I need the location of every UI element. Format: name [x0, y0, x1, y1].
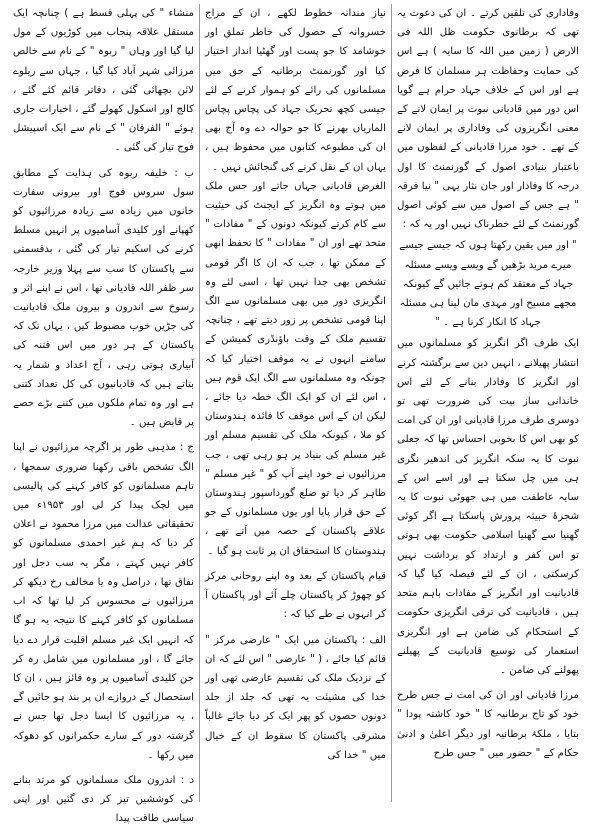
column-middle	[200, 4, 392, 802]
paragraph: الغرض قادیانی جہاں جاتے اور جس ملک میں ہوتے وہ انگریز کے ایجنٹ کی حیثیت سے کام کرتے کیونکہ دونوں کے " مفادات " متحد تھے اور ان " مفادات " کا تحفظ انھی کے ممکن تھا ، جب کہ ان کا اگر قومی تشخص بھی جدا نہیں تھا ، اسی لئے وہ انگریزی دور میں بھی مسلمانوں سے الگ اپنا قومی تشخص پر زور دیتے تھے ، چنانچہ تقسیم ملک کے وقت باؤنڈری کمیشن کے سامنے انہوں نے یہ موقف اختیار کیا کہ چونکہ وہ مسلمانوں سے الگ ایک قوم ہیں ، اس لئے ان کو ایک الگ خطہ دیا جائے ، لیکن ان کے اس موقف کا فائدہ ہندوستان کو ملا ، کیونکہ ملک کی تقسیم مسلم اور غیر مسلم کی بنیاد پر ہو رہی تھی ، جب مرزائیوں نے خود اپنے آپ کو " غیر مسلم " ظاہر کر دیا تو ضلع گورداسپور ہندوستان کے حق قرار پایا اور یوں مسلمانوں کے جو علاقے پاکستان کے حصہ میں آتے تھے ، ہندوستان کا استحقاق ان پر ثابت ہو گیا ۔	[205, 180, 386, 557]
quoted-passage: " اور میں یقین رکھتا ہوں کہ جیسے جیسے میرے مرید بڑھیں گے ویسے ویسے مسئلہ جہاد کے معتقد کم ہوتے جائیں گے کیونکہ مجھے مسیح اور مہدی مان لینا ہی مسئلہ جہاد کا انکار کرنا ہے ۔ "	[399, 240, 577, 329]
paragraph: مرزا قادیانی اور ان کی امت نے جس طرح خود کو تاج برطانیہ کا " خود کاشتہ پودا " بتایا ، ملکۂ برطانیہ اور دیگر اعلیٰ و ادنیٰ حکام کے " حضور میں " جس طرح	[397, 690, 579, 759]
column-left	[8, 4, 200, 825]
column-right	[392, 4, 584, 802]
paragraph: الف : پاکستان میں ایک " عارضی مرکز " قائم کیا جائے ، ( " عارضی " اس لئے کہ ان کے نزدیک ملک کی تقسیم عارضی تھی اور خدا کی مشیئت یہ تھی کہ جلد از جلد دونوں حصوں کو پھر ایک کر دیا جائے غالباً مشرقی پاکستان کا سقوط ان کے خیال میں " خدا کی	[205, 634, 386, 761]
paragraph: ایک طرف اگر انگریز کو مسلمانوں میں انتشار پھیلانے ، انہیں دین سے برگشتہ کرنے اور انگریز کا وفادار بنانے کے لئے اس خاندانی ساز بیت کی ضرورت تھی تو دوسری طرف مرزا قادیانی اور ان کی امت کو بھی اس کا بخوبی احساس تھا کہ جعلی نبوت کا یہ سکہ انگریز کی اندھیر نگری ہی میں چل سکتا ہے اور اسے اس کے سایہ عاطفت میں ہی جھوٹی نبوت کا یہ شجرۂ خبیثہ پرورش پاسکتا ہے اگر کوئی گھنیا سے گھنیا اسلامی حکومت بھی ہوتی تو اس کفر و ارتداد کو برداشت نہیں کرسکتی ، ان کے لئے فیصلہ کیا گیا کہ قادیانیت اور انگریز کے مفادات باہم متحد ہیں ، قادیانیت کی ترقی انگریزی حکومت کے استحکام کی ضامن ہے اور انگریزی استعمار کی توسیع قادیانیت کے پھیلنے پھولنے کی ضامن ۔	[397, 338, 579, 676]
paragraph: منشاء " کی پہلی قسط ہے ) چنانچہ ایک مستقل علاقہ پنجاب میں کوڑیوں کے مول لیا گیا اور وہاں " ربوہ " کے نام سے خالص مرزائی شہر آباد کیا گیا ، جہاں سے ریلوے لائن بچھائی گئی ، دفاتر قائم کئے گئے ، کالج اور اسکول کھولے گئے ، اخبارات جاری ہوئے " الفرقان " کے نام سے ایک اسپیشل فوج تیار کی گئی ۔	[13, 8, 194, 154]
paragraph: د : اندرون ملک مسلمانوں کو مرتد بنانے کی کوششیں تیز کر دی گئیں اور اپنی سیاسی طاقت پیدا	[13, 774, 194, 825]
paragraph: نیاز مندانہ خطوط لکھے ، ان کے مزاج خسروانہ کے حصول کی خاطر تملق اور خوشامد کا جو پست اور گھٹیا انداز اختیار کیا اور گورنمنٹ برطانیہ کے حق میں مسلمانوں کی رائے کو ہموار کرنے کے لئے جیسی کچھ تحریک جہاد کی پچاس پچاس الماریاں بھرنے کا جو حوالہ دے وہ آج بھی ان کی مطبوعہ کتابوں میں محفوظ ہیں ، یہاں ان کے نقل کرنے کی گنجائش نہیں ۔	[205, 8, 386, 173]
paragraph: وفاداری کی تلقین کرتے ۔ ان کی دعوت یہ تھی کہ برطانوی حکومت ظل اللہ فی الارض ( زمین میں اللہ کا سایہ ) ہے اس کی حمایت وحفاظت ہر مسلمان کا فرض ہے اور اس کے خلاف جہاد حرام ہے گویا اس دور میں قادیانی نبوت پر ایمان لانے کے معنی انگریزوں کی وفاداری پر ایمان لانے کے تھے ۔ خود مرزا قادیانی کے لفظوں میں باعتبار بنیادی اصول کے گورنمنٹ کا اول درجہ کا وفادار اور جان نثار یہی " نیا فرقہ " ہے جس کے اصول میں سے کوئی اصول گورنمنٹ کے لئے خطرناک نہیں اور یہ کہ :	[397, 8, 579, 231]
paragraph: ج : مذہبی طور پر اگرچہ مرزائیوں نے اپنا الگ تشخص باقی رکھنا ضروری سمجھا ، تاہم مسلمانوں کو کافر کہنے کی پالیسی میں لچک پیدا کر لی اور ۱۹۵۳ء میں تحقیقاتی عدالت میں مرزا محمود نے اعلان کر دیا کہ ہم غیر احمدی مسلمانوں کو کافر نہیں کہتے ، مگر یہ سب دجل اور نفاق تھا ، دراصل وہ یا مخالف رخ دیکھ کر مرزائیوں نے محسوس کر لیا تھا کہ اب مسلمانوں کو کافر کہنے کا نتیجہ یہ ہو گا کہ انہیں ایک غیر مسلم اقلیت قرار دے دیا جائے گا ، اور مسلمانوں میں شامل رہ کر جن کلیدی آسامیوں پر وہ فائز ہیں ، ان کا استحصال کے دروازے ان پر بند ہو جائیں گے ، یہ مرزائیوں کا ایسا دجل تھا جس نے گزشتہ دور کے سارے حکمرانوں کو دھوکہ میں رکھا ۔	[13, 442, 194, 761]
paragraph: ب : خلیفہ ربوہ کی ہدایت کے مطابق سول سروس فوج اور بیرونی سفارت خانوں میں زیادہ سے زیادہ مرزائیوں کو کھپانے اور کلیدی آسامیوں پر انہیں مسلط کرنے کی اسکیم تیار کی گئی ، بدقسمتی سے پاکستان کا سب سے پہلا وزیر خارجہ سر ظفر اللہ قادیانی تھا ، اس نے اپنے اثر و رسوخ سے اندرون و بیرون ملک قادیانیت کی جڑیں خوب مضبوط کیں ، یہاں تک کہ پاکستان کے ہر دور میں اس فتنہ کی آبیاری ہوتی رہی ، آج اعداد و شمار یہ بتاتے ہیں کہ قادیانیوں کی کل تعداد کتنی ہے اور وہ تمام ملکوں میں کتنے بڑے حصے پر قابض ہیں ۔	[13, 167, 194, 429]
paragraph: قیام پاکستان کے بعد وہ اپنے روحانی مرکز کو چھوڑ کر پاکستان چلے آئے اور پاکستان آ کر انہوں نے طے کیا کہ :	[205, 570, 386, 621]
